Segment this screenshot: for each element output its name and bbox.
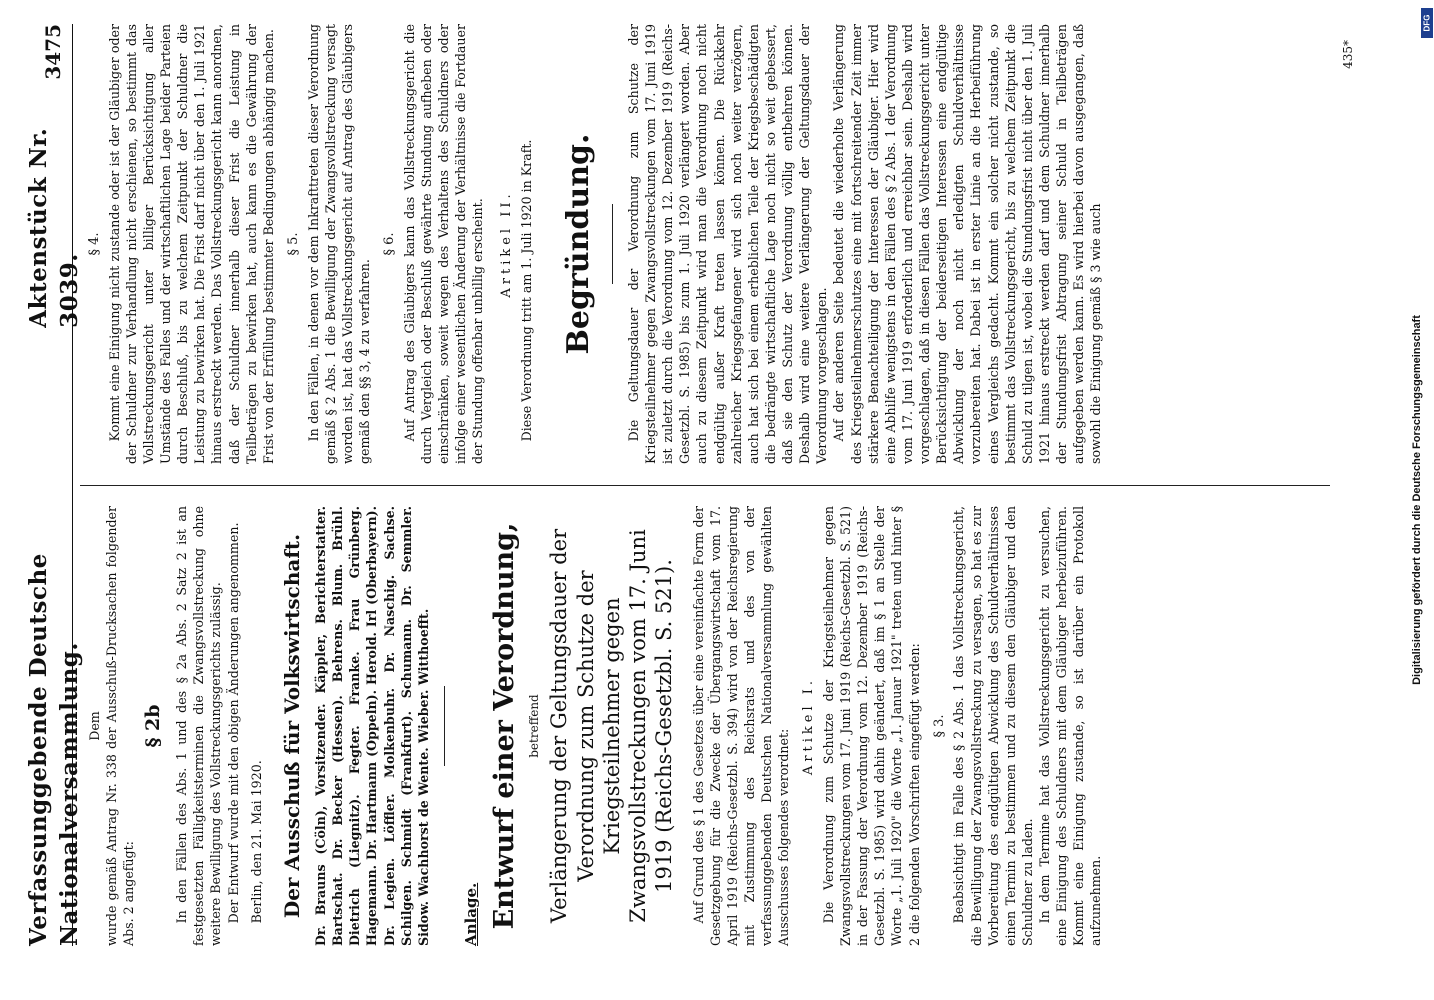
begruendung-title: Begründung. — [561, 133, 597, 355]
article2-text: Diese Verordnung tritt am 1. Juli 1920 in Kraft. — [519, 139, 535, 442]
betreffend-line: betreffend — [527, 694, 541, 758]
page-header — [24, 24, 83, 946]
sec6-text: Auf Antrag des Gläubigers kann das Vollstreckungsgericht die durch Vergleich oder Beschluß gewährte Stundung aufheben oder einschränken, soweit wegen des Verhaltens des Schuldners oder infolge einer wesentlichen Änderung der Verhältnisse die Fortdauer der Stundung offenbar unbillig erscheint. — [401, 24, 486, 464]
dfg-logo-text: DFG — [1422, 14, 1432, 32]
begruendung-paragraph-2: Auf der anderen Seite bedeutet die wiederholte Verlängerung des Kriegsteilnehmerschutzes eine mit fortschreitender Zeit immer stärkere Benachteiligung der Interessen der Gläubiger. Hier wird eine Abhilfe wenigstens in den Fällen des § 2 Abs. 1 der Verordnung vom 17. Juni 1919 erforderlich und erreichbar sein. Deshalb wird vorgeschlagen, daß in diesen Fällen das Vollstreckungsgericht unter Berücksichtigung der beiderseitigen Interessen eine endgültige Abwicklung der noch nicht erledigten Schuldverhältnisse vorzubereiten hat. Dabei ist in erster Linie an die Herbeiführung eines Vergleichs gedacht. Kommt ein solcher nicht zustande, so bestimmt das Vollstreckungsgericht, bis zu welchem Zeitpunkt die Schuld zu tilgen ist, wobei die Stundungsfrist nicht über den 1. Juli 1921 hinaus erstreckt werden darf und dem Schuldner innerhalb der Stundungsfrist Abtragung seiner Schuld in Teilbeträgen aufgegeben werden kann. Es wird hierbei davon ausgegangen, daß sowohl die Einigung gemäß § 3 wie auch — [831, 24, 1104, 464]
sec5-text: In den Fällen, in denen vor dem Inkrafttreten dieser Verordnung gemäß § 2 Abs. 1 die Bewilligung der Zwangsvollstreckung versagt worden ist, hat das Vollstreckungsgericht auf Antrag des Gläubigers gemäß den §§ 3, 4 zu verfahren. — [305, 24, 372, 464]
draft-subtitle: Verlängerung der Geltungsdauer der Verordnung zum Schutze der Kriegsteilnehmer gegen Zwangsvollstreckungen vom 17. Juni 1919 (Reichs-Gesetzbl. S. 521). — [547, 528, 677, 924]
sec4-heading: § 4. — [87, 232, 102, 256]
section-rule — [444, 686, 445, 766]
sec5-heading: § 5. — [285, 232, 301, 256]
article1-text: Die Verordnung zum Schutze der Kriegsteilnehmer gegen Zwangsvollstreckungen vom 17. Juni 1919 (Reichs-Gesetzbl. S. 521) in der Fassung der Verordnung vom 12. Dezember 1919 (Reichs-Gesetzbl. S. 1985) wird dahin geändert, daß im § 1 an Stelle der Worte „1. Juli 1920" die Worte „1. Januar 1921" treten und hinter § 2 die folgenden Vorschriften eingefügt werden: — [820, 506, 922, 946]
anlage-label: Anlage. — [461, 882, 480, 946]
begruendung-paragraph-1: Die Geltungsdauer der Verordnung zum Schutze der Kriegsteilnehmer gegen Zwangsvollstreckungen vom 17. Juni 1919 ist zuletzt durch die Verordnung vom 12. Dezember 1919 (Reichs-Gesetzbl. S. 1985) bis zum 1. Juli 1920 verlängert worden. Aber auch zu diesem Zeitpunkt wird man die Verordnung noch nicht endgültig außer Kraft treten lassen können. Die Rückkehr zahlreicher Kriegsgefangener wird sich noch weiter verzögern, auch hat sich bei einem erheblichen Teile der Kriegsbeschädigten die bedrängte wirtschaftliche Lage noch nicht so weit gebessert, daß sie den Schutz der Verordnung völlig entbehren können. Deshalb wird eine weitere Verlängerung der Geltungsdauer der Verordnung vorgeschlagen. — [625, 24, 830, 464]
sec6-heading: § 6. — [382, 232, 398, 256]
digitization-credit: Digitalisierung gefördert durch die Deutsche Forschungsgemeinschaft — [1411, 315, 1423, 685]
article2-heading: Artikel II. — [499, 190, 515, 298]
article1-heading: Artikel I. — [801, 676, 817, 776]
intro-text: wurde gemäß Antrag Nr. 338 der Ausschuß-Drucksachen folgender Abs. 2 angefügt: — [104, 506, 137, 946]
adopted-text: Der Entwurf wurde mit den obigen Änderungen angenommen. — [225, 522, 241, 924]
column-divider — [80, 485, 1330, 486]
header-title: Verfassunggebende Deutsche Nationalversammlung. — [24, 553, 83, 946]
page-footer-mark: 435* — [1341, 40, 1355, 69]
sec2b-text: In den Fällen des Abs. 1 und des § 2a Abs. 2 Satz 2 ist an festgesetzten Fälligkeitsterminen die Zwangsvollstreckung ohne weitere Bewilligung des Vollstreckungsgerichts zulässig. — [174, 506, 224, 946]
header-act-number: Aktenstück Nr. 3039. — [24, 127, 83, 328]
committee-members: Dr. Brauns (Cöln), Vorsitzender. Käppler, Berichterstatter. Bartschat. Dr. Becker (Hessen). Behrens. Blum. Brühl. Dietrich (Liegnitz). Fegter. Franke. Frau Grünberg. Hagemann. Dr. Hartmann (Oppeln). Herold. Irl (Oberbayern). Dr. Legien. Löffler. Molkenbuhr. Dr. Naschig. Sachse. Schilgen. Schmidt (Frankfurt). Schumann. Dr. Semmler. Sidow. Wachhorst de Wente. Wieber. Witthoefft. — [313, 506, 431, 946]
header-page-number: 3475 — [41, 24, 66, 80]
preamble-text: Auf Grund des § 1 des Gesetzes über eine vereinfachte Form der Gesetzgebung für die Zwecke der Übergangswirtschaft vom 17. April 1919 (Reichs-Gesetzbl. S. 394) wird von der Reichsregierung mit Zustimmung des Reichsrats und des von der verfassunggebenden Deutschen Nationalversammlung gewählten Ausschusses folgendes verordnet: — [690, 506, 792, 946]
digitization-sidebar — [1400, 0, 1434, 1000]
sec3-paragraph-2: In dem Termine hat das Vollstreckungsgericht zu versuchen, eine Einigung des Schuldners mit dem Gläubiger herbeizuführen. Kommt eine Einigung zustande, so ist darüber ein Protokoll aufzunehmen. — [1037, 506, 1104, 946]
right-column — [86, 24, 1104, 464]
begruendung-rule — [612, 204, 613, 284]
left-column — [86, 506, 1105, 946]
committee-title: Der Ausschuß für Volkswirtschaft. — [279, 533, 304, 919]
dfg-logo — [1421, 8, 1433, 38]
sec3-heading: § 3. — [931, 714, 947, 738]
sec2b-heading: § 2b — [142, 704, 165, 748]
draft-title: Entwurf einer Verordnung, — [489, 522, 521, 930]
sec3-paragraph-1: Beabsichtigt im Falle des § 2 Abs. 1 das Vollstreckungsgericht, die Bewilligung der Zwangsvollstreckung zu versagen, so hat es zur Vorbereitung des endgültigen Abwicklung des Schuldverhältnisses einen Termin zu bestimmen und zu diesem den Gläubiger und den Schuldner zu laden. — [951, 506, 1035, 946]
date-line: Berlin, den 21. Mai 1920. — [248, 760, 264, 924]
sec4-text: Kommt eine Einigung nicht zustande oder ist der Gläubiger oder der Schuldner zur Verhandlung nicht erschienen, so bestimmt das Vollstreckungsgericht unter billiger Berücksichtigung aller Umstände des Falles und der wirtschaftlichen Lage beider Parteien durch Beschluß, bis zu welchem Zeitpunkt der Schuldner die Leistung zu bewirken hat. Die Frist darf nicht über den 1. Juli 1921 hinaus erstreckt werden. Das Vollstreckungsgericht kann anordnen, daß der Schuldner innerhalb dieser Frist die Leistung in Teilbeträgen zu bewirken hat, auch kann es die Gewährung der Frist von der Erfüllung bestimmter Bedingungen abhängig machen. — [106, 24, 276, 464]
dem-line: Dem — [87, 711, 102, 741]
